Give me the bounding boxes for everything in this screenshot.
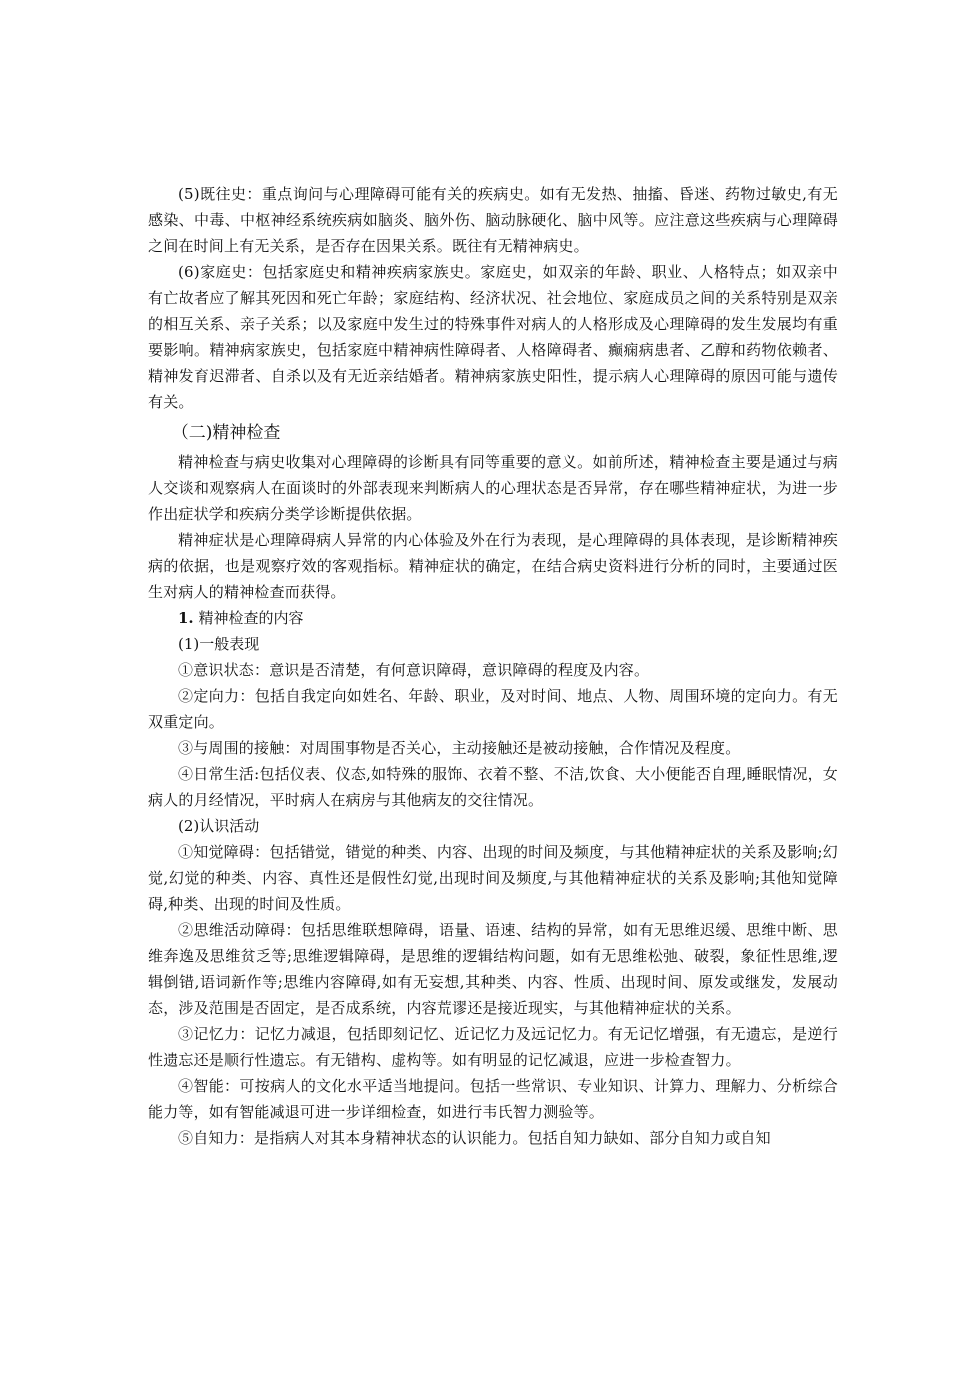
item-consciousness: ①意识状态：意识是否清楚，有何意识障碍，意识障碍的程度及内容。 [178, 661, 650, 679]
item-perception: ①知觉障碍：包括错觉，错觉的种类、内容、出现的时间及频度，与其他精神症状的关系及影响;幻觉,幻觉的种类、内容、真性还是假性幻觉,出现时间及频度,与其他精神症状的关系及影响;其他知觉障碍,种类、出现的时间及性质。 [148, 843, 838, 913]
section-heading-mental-exam: （二)精神检查 [171, 423, 281, 443]
item-thinking: ②思维活动障碍：包括思维联想障碍，语量、语速、结构的异常，如有无思维迟缓、思维中断、思维奔逸及思维贫乏等;思维逻辑障碍，是思维的逻辑结构问题，如有无思维松弛、破裂，象征性思维,逻辑倒错,语词新作等;思维内容障碍,如有无妄想,其种类、内容、性质、出现时间、原发或继发，发展动态，涉及范围是否固定，是否成系统，内容荒谬还是接近现实，与其他精神症状的关系。 [148, 921, 838, 1017]
item-contact: ③与周围的接触：对周围事物是否关心，主动接触还是被动接触，合作情况及程度。 [178, 739, 741, 757]
paragraph-family-history: (6)家庭史：包括家庭史和精神疾病家族史。家庭史，如双亲的年龄、职业、人格特点；如双亲中有亡故者应了解其死因和死亡年龄；家庭结构、经济状况、社会地位、家庭成员之间的关系特别是双亲的相互关系、亲子关系；以及家庭中发生过的特殊事件对病人的人格形成及心理障碍的发生发展均有重要影响。精神病家族史，包括家庭中精神病性障碍者、人格障碍者、癫痫病患者、乙醇和药物依赖者、精神发育迟滞者、自杀以及有无近亲结婚者。精神病家族史阳性，提示病人心理障碍的原因可能与遗传有关。 [148, 263, 838, 411]
paragraph-mental-symptoms: 精神症状是心理障碍病人异常的内心体验及外在行为表现，是心理障碍的具体表现，是诊断精神疾病的依据，也是观察疗效的客观指标。精神症状的确定，在结合病史资料进行分析的同时，主要通过医生对病人的精神检查而获得。 [148, 531, 838, 601]
subheading-number: 1. [178, 609, 194, 627]
subheading-cognitive-activity: (2)认识活动 [178, 817, 260, 835]
subheading-general-appearance: (1)一般表现 [178, 635, 260, 653]
item-intelligence: ④智能：可按病人的文化水平适当地提问。包括一些常识、专业知识、计算力、理解力、分析综合能力等，如有智能减退可进一步详细检查，如进行韦氏智力测验等。 [148, 1077, 838, 1121]
document-page [148, 181, 838, 1151]
item-daily-life: ④日常生活:包括仪表、仪态,如特殊的服饰、衣着不整、不洁,饮食、大小便能否自理,睡眠情况，女病人的月经情况，平时病人在病房与其他病友的交往情况。 [148, 765, 838, 809]
paragraph-past-history: (5)既往史：重点询问与心理障碍可能有关的疾病史。如有无发热、抽搐、昏迷、药物过敏史,有无感染、中毒、中枢神经系统疾病如脑炎、脑外伤、脑动脉硬化、脑中风等。应注意这些疾病与心理障碍之间在时间上有无关系，是否存在因果关系。既往有无精神病史。 [148, 185, 838, 255]
item-insight: ⑤自知力：是指病人对其本身精神状态的认识能力。包括自知力缺如、部分自知力或自知 [178, 1129, 771, 1147]
paragraph-mental-exam-intro: 精神检查与病史收集对心理障碍的诊断具有同等重要的意义。如前所述，精神检查主要是通过与病人交谈和观察病人在面谈时的外部表现来判断病人的心理状态是否异常，存在哪些精神症状，为进一步作出症状学和疾病分类学诊断提供依据。 [148, 453, 838, 523]
item-memory: ③记忆力：记忆力减退，包括即刻记忆、近记忆力及远记忆力。有无记忆增强，有无遗忘，是逆行性遗忘还是顺行性遗忘。有无错构、虚构等。如有明显的记忆减退，应进一步检查智力。 [148, 1025, 838, 1069]
subheading-exam-content [148, 605, 838, 631]
subheading-text: 精神检查的内容 [193, 609, 304, 627]
item-orientation: ②定向力：包括自我定向如姓名、年龄、职业，及对时间、地点、人物、周围环境的定向力。有无双重定向。 [148, 687, 838, 731]
